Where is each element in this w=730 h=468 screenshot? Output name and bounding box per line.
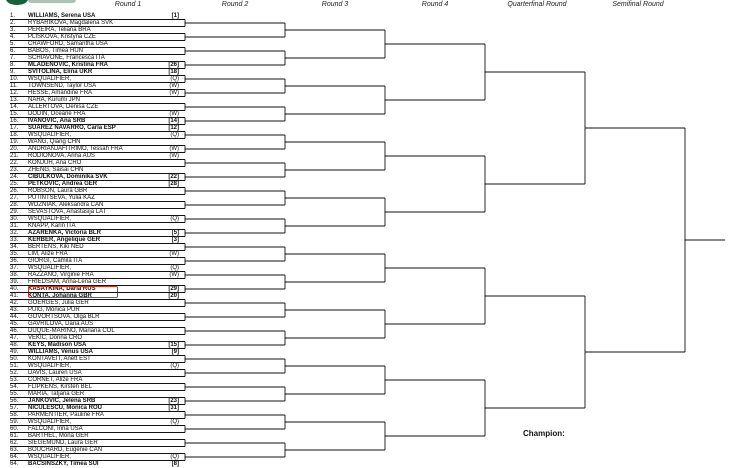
player-name: ANDRIANJAFITRIMO, Tessah FRA <box>28 145 123 152</box>
player-name: WSQUALIFIER, <box>28 131 72 138</box>
draw-position: 53. <box>10 376 19 383</box>
draw-position: 25. <box>10 180 19 187</box>
player-name: ZHENG, Saisai CHN <box>28 166 84 173</box>
player-name: SVITOLINA, Elina UKR <box>28 68 93 75</box>
seed-label: (Q) <box>170 131 179 138</box>
player-name: CRAWFORD, Samantha USA <box>28 40 108 47</box>
player-name: WILLIAMS, Venus USA <box>28 348 94 355</box>
draw-position: 50. <box>10 355 19 362</box>
header-quarterfinal: Quarterfinal Round <box>507 1 567 8</box>
draw-position: 45. <box>10 320 19 327</box>
player-name: GIORGI, Camila ITA <box>28 257 83 264</box>
player-name: IVANOVIC, Ana SRB <box>28 117 86 124</box>
draw-position: 24. <box>10 173 19 180</box>
seed-label: (Q) <box>170 453 179 460</box>
seed-label: (Q) <box>170 75 179 82</box>
player-name: PLISKOVA, Kristyna CZE <box>28 33 96 40</box>
draw-position: 2. <box>10 19 16 26</box>
draw-position: 5. <box>10 40 16 47</box>
player-name: PUIG, Monica PUR <box>28 306 80 313</box>
seed-label: (Q) <box>170 362 179 369</box>
draw-position: 8. <box>10 61 16 68</box>
seed-label: (W) <box>169 82 179 89</box>
draw-position: 61. <box>10 432 19 439</box>
draw-position: 42. <box>10 299 19 306</box>
player-name: GOVORTSOVA, Olga BLR <box>28 313 100 320</box>
player-name: RYBARIKOVA, Magdalena SVK <box>28 19 114 26</box>
draw-position: 14. <box>10 103 19 110</box>
seed-label: [1] <box>171 12 179 19</box>
seed-label: (W) <box>169 145 179 152</box>
player-name: WSQUALIFIER, <box>28 453 72 460</box>
seed-label: [12] <box>168 124 179 131</box>
draw-position: 44. <box>10 313 19 320</box>
draw-position: 9. <box>10 68 16 75</box>
player-name: PETKOVIC, Andrea GER <box>28 180 98 187</box>
draw-position: 10. <box>10 75 19 82</box>
player-name: MLADENOVIC, Kristina FRA <box>28 61 109 68</box>
seed-label: [3] <box>171 236 179 243</box>
draw-position: 33. <box>10 236 19 243</box>
seed-label: [14] <box>168 117 179 124</box>
seed-label: [23] <box>168 397 179 404</box>
player-name: KNAPP, Karin ITA <box>28 222 76 229</box>
draw-position: 52. <box>10 369 19 376</box>
player-name: KONTAVEIT, Anett EST <box>28 355 91 362</box>
draw-position: 26. <box>10 187 19 194</box>
draw-position: 36. <box>10 257 19 264</box>
seed-label: (W) <box>169 89 179 96</box>
player-name: WSQUALIFIER, <box>28 362 72 369</box>
draw-position: 56. <box>10 397 19 404</box>
seed-label: [5] <box>171 229 179 236</box>
player-name: NICULESCU, Monica ROU <box>28 404 103 411</box>
draw-position: 55. <box>10 390 19 397</box>
player-name: SIEGEMUND, Laura GER <box>28 439 98 446</box>
header-round-4: Round 4 <box>421 1 449 8</box>
draw-position: 11. <box>10 82 18 89</box>
draw-position: 51. <box>10 362 19 369</box>
player-name: KASATKINA, Daria RUS <box>28 285 96 292</box>
player-name: KEYS, Madison USA <box>28 341 87 348</box>
draw-position: 19. <box>10 138 19 145</box>
player-name: SEVASTOVA, Anastasija LAT <box>28 208 107 215</box>
draw-position: 64. <box>10 453 19 460</box>
player-name: KONTA, Johanna GBR <box>28 292 92 299</box>
draw-position: 35. <box>10 250 19 257</box>
player-name: RAZZANO, Virginie FRA <box>28 271 94 278</box>
player-name: ALLERTOVA, Denisa CZE <box>28 103 99 110</box>
player-name: FLIPKENS, Kirsten BEL <box>28 383 93 390</box>
player-name: AZARENKA, Victoria BLR <box>28 229 101 236</box>
seed-label: [18] <box>168 68 179 75</box>
draw-position: 64. <box>10 460 19 467</box>
draw-position: 3. <box>10 26 16 33</box>
draw-position: 54. <box>10 383 19 390</box>
seed-label: [8] <box>171 460 179 467</box>
player-name: SUAREZ NAVARRO, Carla ESP <box>28 124 116 131</box>
draw-position: 20. <box>10 145 19 152</box>
player-name: BARTHEL, Mona GER <box>28 432 89 439</box>
player-name: CIBULKOVA, Dominika SVK <box>28 173 108 180</box>
player-name: GAVRILOVA, Daria AUS <box>28 320 94 327</box>
seed-label: [28] <box>168 180 179 187</box>
draw-position: 15. <box>10 110 19 117</box>
player-name: BOUCHARD, Eugenie CAN <box>28 446 103 453</box>
draw-position: 60. <box>10 425 19 432</box>
player-name: WANG, Qiang CHN <box>28 138 81 145</box>
draw-position: 17. <box>10 124 19 131</box>
draw-position: 46. <box>10 327 19 334</box>
seed-label: (Q) <box>170 264 179 271</box>
seed-label: (Q) <box>170 418 179 425</box>
draw-position: 29. <box>10 208 19 215</box>
player-name: DAVIS, Lauren USA <box>28 369 82 376</box>
draw-position: 49. <box>10 348 19 355</box>
draw-position: 28. <box>10 201 19 208</box>
draw-position: 16. <box>10 117 19 124</box>
draw-position: 63. <box>10 446 19 453</box>
champion-label: Champion: <box>523 429 565 438</box>
seed-label: (Q) <box>170 215 179 222</box>
draw-position: 32. <box>10 229 19 236</box>
draw-position: 7. <box>10 54 16 61</box>
seed-label: (W) <box>169 110 179 117</box>
player-name: ROBSON, Laura GBR <box>28 187 88 194</box>
header-semifinal: Semifinal Round <box>612 1 664 8</box>
draw-position: 43. <box>10 306 19 313</box>
seed-label: [9] <box>171 348 179 355</box>
draw-position: 34. <box>10 243 19 250</box>
player-name: GOERGES, Julia GER <box>28 299 89 306</box>
seed-label: [29] <box>168 285 179 292</box>
draw-position: 27. <box>10 194 19 201</box>
player-name: TOWNSEND, Taylor USA <box>28 82 97 89</box>
player-name: PEREIRA, Teliana BRA <box>28 26 91 33</box>
seed-label: (W) <box>169 152 179 159</box>
seed-label: [20] <box>168 292 179 299</box>
player-name: WSQUALIFIER, <box>28 264 72 271</box>
player-name: PARMENTIER, Pauline FRA <box>28 411 104 418</box>
draw-position: 38. <box>10 271 19 278</box>
player-name: WSQUALIFIER, <box>28 215 72 222</box>
draw-position: 37. <box>10 264 19 271</box>
seed-label: [22] <box>168 173 179 180</box>
player-name: VEKIC, Donna CRO <box>28 334 83 341</box>
player-name: KONJUH, Ana CRO <box>28 159 82 166</box>
player-name: SCHIAVONE, Francesca ITA <box>28 54 105 61</box>
player-name: WOZNIAK, Aleksandra CAN <box>28 201 104 208</box>
seed-label: [31] <box>168 404 179 411</box>
draw-position: 21. <box>10 152 19 159</box>
draw-position: 18. <box>10 131 19 138</box>
draw-position: 1. <box>10 12 16 19</box>
player-name: FALCONI, Irina USA <box>28 425 83 432</box>
player-name: RODIONOVA, Arina AUS <box>28 152 95 159</box>
player-name: LIM, Alize FRA <box>28 250 68 257</box>
player-name: NARA, Kurumi JPN <box>28 96 81 103</box>
draw-position: 62. <box>10 439 19 446</box>
draw-position: 59. <box>10 418 19 425</box>
header-round-3: Round 3 <box>321 1 349 8</box>
player-name: DODIN, Oceane FRA <box>28 110 86 117</box>
seed-label: [15] <box>168 341 179 348</box>
player-name: WSQUALIFIER, <box>28 418 72 425</box>
draw-position: 13. <box>10 96 19 103</box>
player-name: BACSINSZKY, Timea SUI <box>28 460 99 467</box>
draw-position: 57. <box>10 404 19 411</box>
player-name: BERTENS, Kiki NED <box>28 243 84 250</box>
draw-position: 48. <box>10 341 19 348</box>
seed-label: [26] <box>168 61 179 68</box>
draw-position: 12. <box>10 89 19 96</box>
player-name: WSQUALIFIER, <box>28 75 72 82</box>
draw-position: 40. <box>10 285 19 292</box>
draw-position: 23. <box>10 166 19 173</box>
player-name: CORNET, Alize FRA <box>28 376 83 383</box>
player-name: JANKOVIC, Jelena SRB <box>28 397 96 404</box>
player-name: MARIA, Tatjana GER <box>28 390 85 397</box>
draw-position: 6. <box>10 47 16 54</box>
header-round-2: Round 2 <box>221 1 249 8</box>
draw-position: 39. <box>10 278 19 285</box>
player-name: BABOS, Timea HUN <box>28 47 84 54</box>
draw-position: 47. <box>10 334 19 341</box>
seed-label: (W) <box>169 250 179 257</box>
player-name: HESSE, Amandine FRA <box>28 89 93 96</box>
draw-position: 58. <box>10 411 19 418</box>
draw-position: 4. <box>10 33 16 40</box>
draw-position: 31. <box>10 222 19 229</box>
player-name: DUQUE-MARINO, Mariana COL <box>28 327 115 334</box>
draw-position: 22. <box>10 159 19 166</box>
player-name: KERBER, Angelique GER <box>28 236 101 243</box>
draw-position: 41. <box>10 292 19 299</box>
player-name: WILLIAMS, Serena USA <box>28 12 96 19</box>
player-name: PUTINTSEVA, Yulia KAZ <box>28 194 95 201</box>
header-round-1: Round 1 <box>114 1 142 8</box>
player-name: FRIEDSAM, Anna-Lena GER <box>28 278 107 285</box>
seed-label: (W) <box>169 271 179 278</box>
draw-position: 30. <box>10 215 19 222</box>
